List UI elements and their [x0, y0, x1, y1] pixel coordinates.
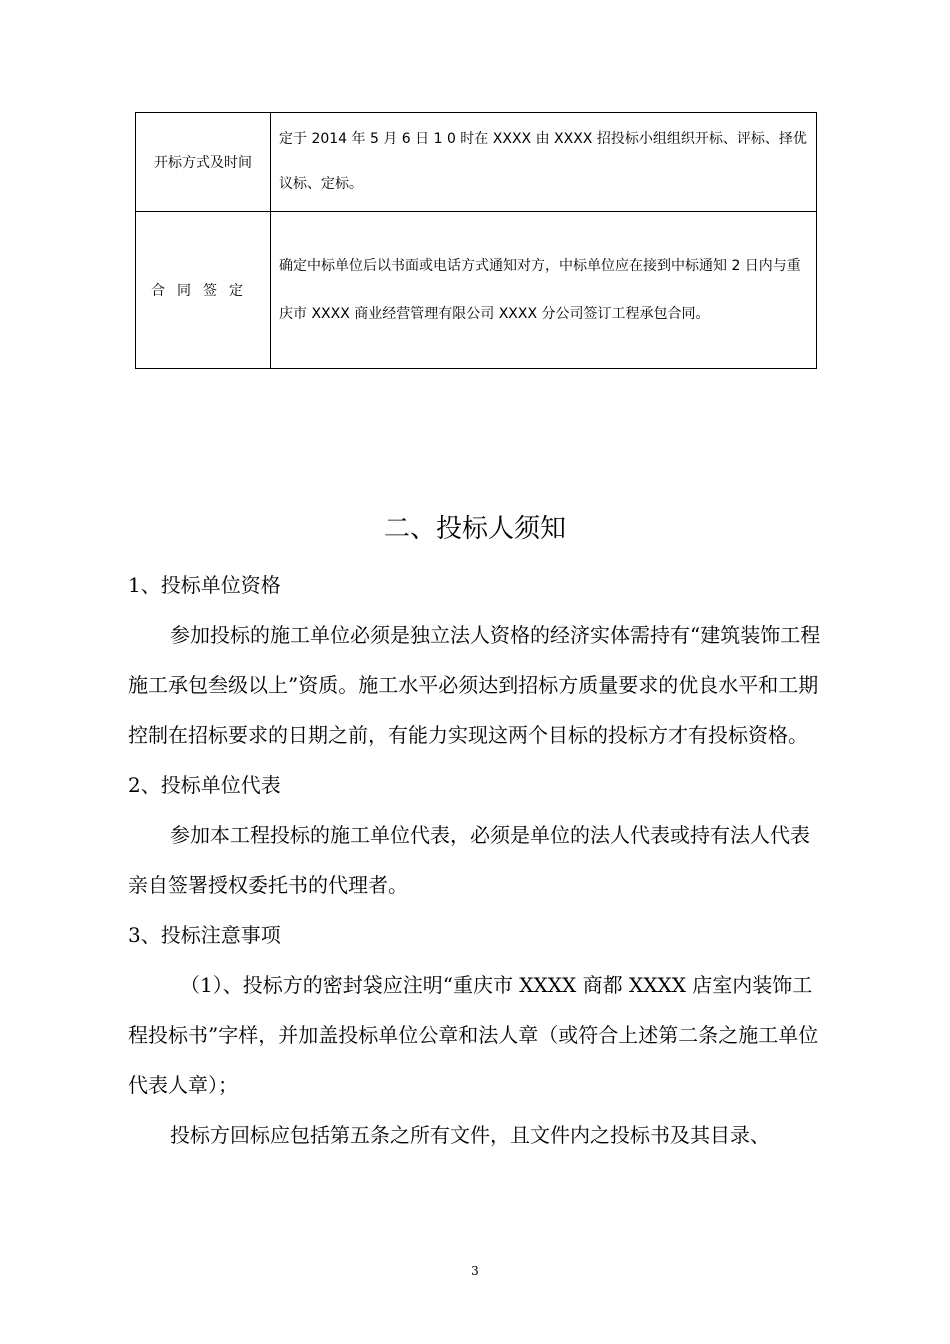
- table-row: [136, 113, 817, 212]
- item-paragraph: 投标方回标应包括第五条之所有文件，且文件内之投标书及其目录、: [170, 1123, 770, 1147]
- row-label: 合同签定: [136, 212, 271, 369]
- row-content: 定于 2014 年 5 月 6 日 1 0 时在 XXXX 由 XXXX 招投标小组组织开标、评标、择优议标、定标。: [271, 113, 817, 212]
- row-content: 确定中标单位后以书面或电话方式通知对方，中标单位应在接到中标通知 2 日内与重庆市 XXXX 商业经营管理有限公司 XXXX 分公司签订工程承包合同。: [271, 212, 817, 369]
- page-number: 3: [471, 1264, 479, 1278]
- item-heading: 2、投标单位代表: [128, 773, 281, 797]
- item-paragraph: 参加投标的施工单位必须是独立法人资格的经济实体需持有“建筑装饰工程施工承包叁级以上”资质。施工水平必须达到招标方质量要求的优良水平和工期控制在招标要求的日期之前，有能力实现这两个目标的投标方才有投标资格。: [128, 623, 821, 747]
- item-heading: 1、投标单位资格: [128, 573, 281, 597]
- item-paragraph: 参加本工程投标的施工单位代表，必须是单位的法人代表或持有法人代表亲自签署授权委托书的代理者。: [128, 823, 810, 897]
- row-label: 开标方式及时间: [136, 113, 271, 212]
- bid-info-table: [135, 112, 817, 369]
- item-paragraph: （1）、投标方的密封袋应注明“重庆市 XXXX 商都 XXXX 店室内装饰工程投标书”字样，并加盖投标单位公章和法人章（或符合上述第二条之施工单位代表人章）；: [128, 973, 819, 1097]
- item-heading: 3、投标注意事项: [128, 923, 281, 947]
- section-title: 二、投标人须知: [383, 514, 566, 544]
- table-row: [136, 212, 817, 369]
- section-body: [128, 560, 828, 1160]
